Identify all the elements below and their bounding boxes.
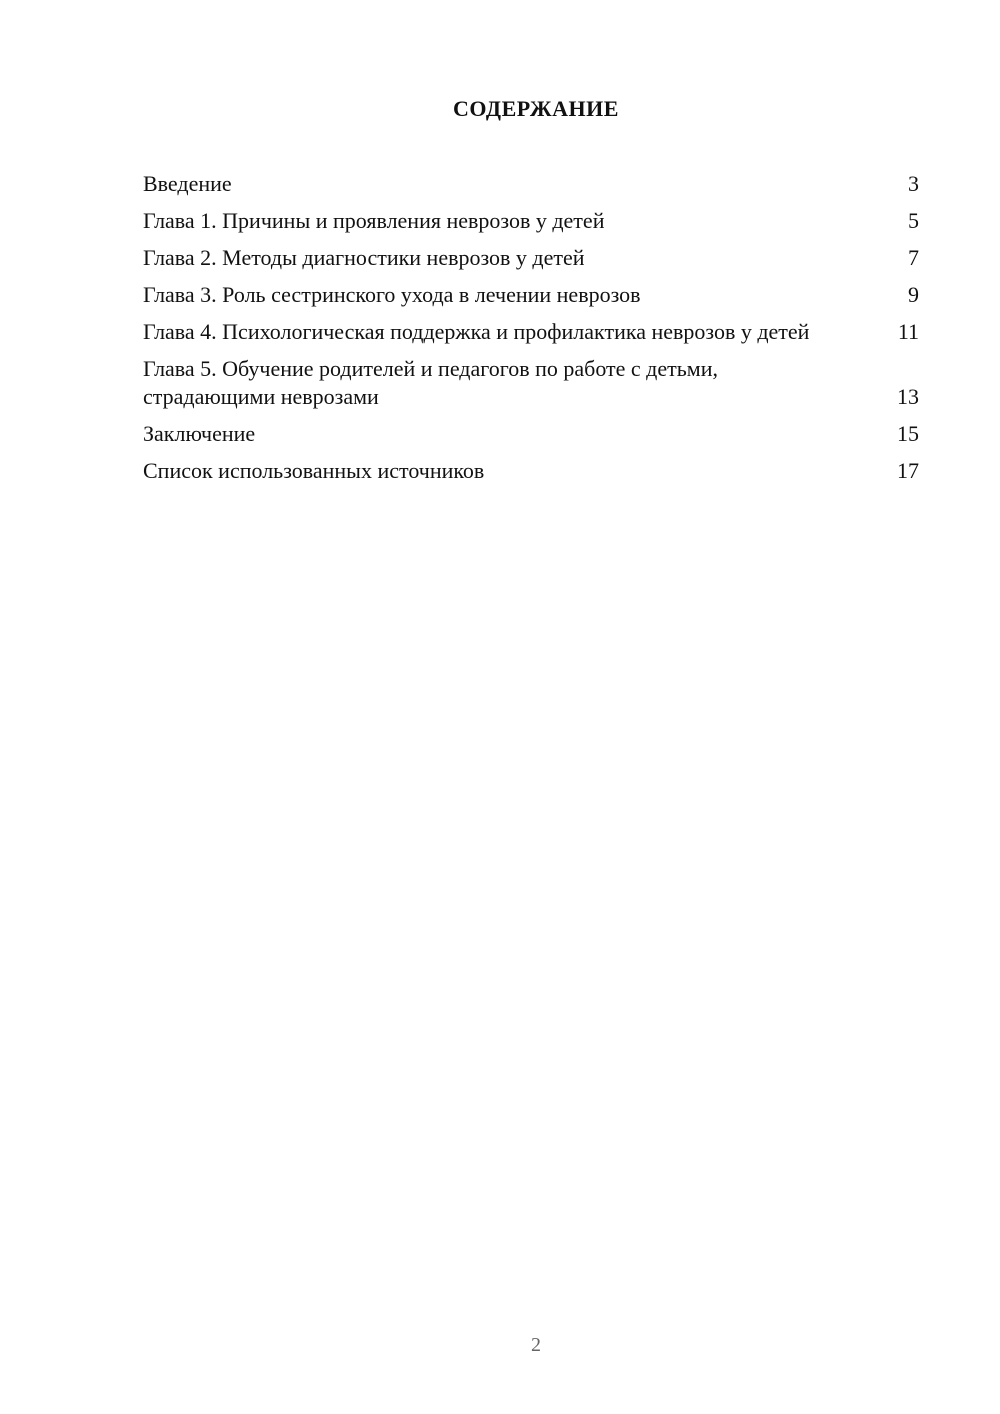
toc-entry-page: 17 <box>897 458 919 483</box>
toc-entry-page: 3 <box>908 171 919 196</box>
toc-entry-label: Глава 3. Роль сестринского ухода в лечении неврозов <box>143 282 641 307</box>
toc-entry-label: Глава 4. Психологическая поддержка и профилактика неврозов у детей <box>143 319 810 344</box>
toc-entry-label: Заключение <box>143 421 256 446</box>
toc-title: СОДЕРЖАНИЕ <box>453 96 619 121</box>
toc-entry-chapter-5 <box>143 355 919 411</box>
toc-entry-page: 13 <box>897 384 919 409</box>
toc-entry-introduction <box>143 170 919 198</box>
toc-entry-chapter-4 <box>143 318 919 346</box>
toc-entry-page: 15 <box>897 421 919 446</box>
toc-entry-page: 11 <box>897 319 919 344</box>
toc-entry-page: 7 <box>908 245 919 270</box>
toc-entry-label: Глава 5. Обучение родителей и педагогов по работе с детьми, страдающими неврозами <box>143 356 718 409</box>
table-of-contents <box>143 170 919 494</box>
toc-entry-chapter-1 <box>143 207 919 235</box>
toc-entry-label: Введение <box>143 171 232 196</box>
toc-entry-label: Список использованных источников <box>143 458 485 483</box>
toc-entry-page: 5 <box>908 208 919 233</box>
toc-entry-chapter-2 <box>143 244 919 272</box>
toc-entry-label: Глава 2. Методы диагностики неврозов у детей <box>143 245 585 270</box>
toc-entry-conclusion <box>143 420 919 448</box>
toc-entry-page: 9 <box>908 282 919 307</box>
toc-entry-label: Глава 1. Причины и проявления неврозов у детей <box>143 208 605 233</box>
page-number: 2 <box>531 1334 541 1356</box>
toc-entry-chapter-3 <box>143 281 919 309</box>
toc-entry-references <box>143 457 919 485</box>
